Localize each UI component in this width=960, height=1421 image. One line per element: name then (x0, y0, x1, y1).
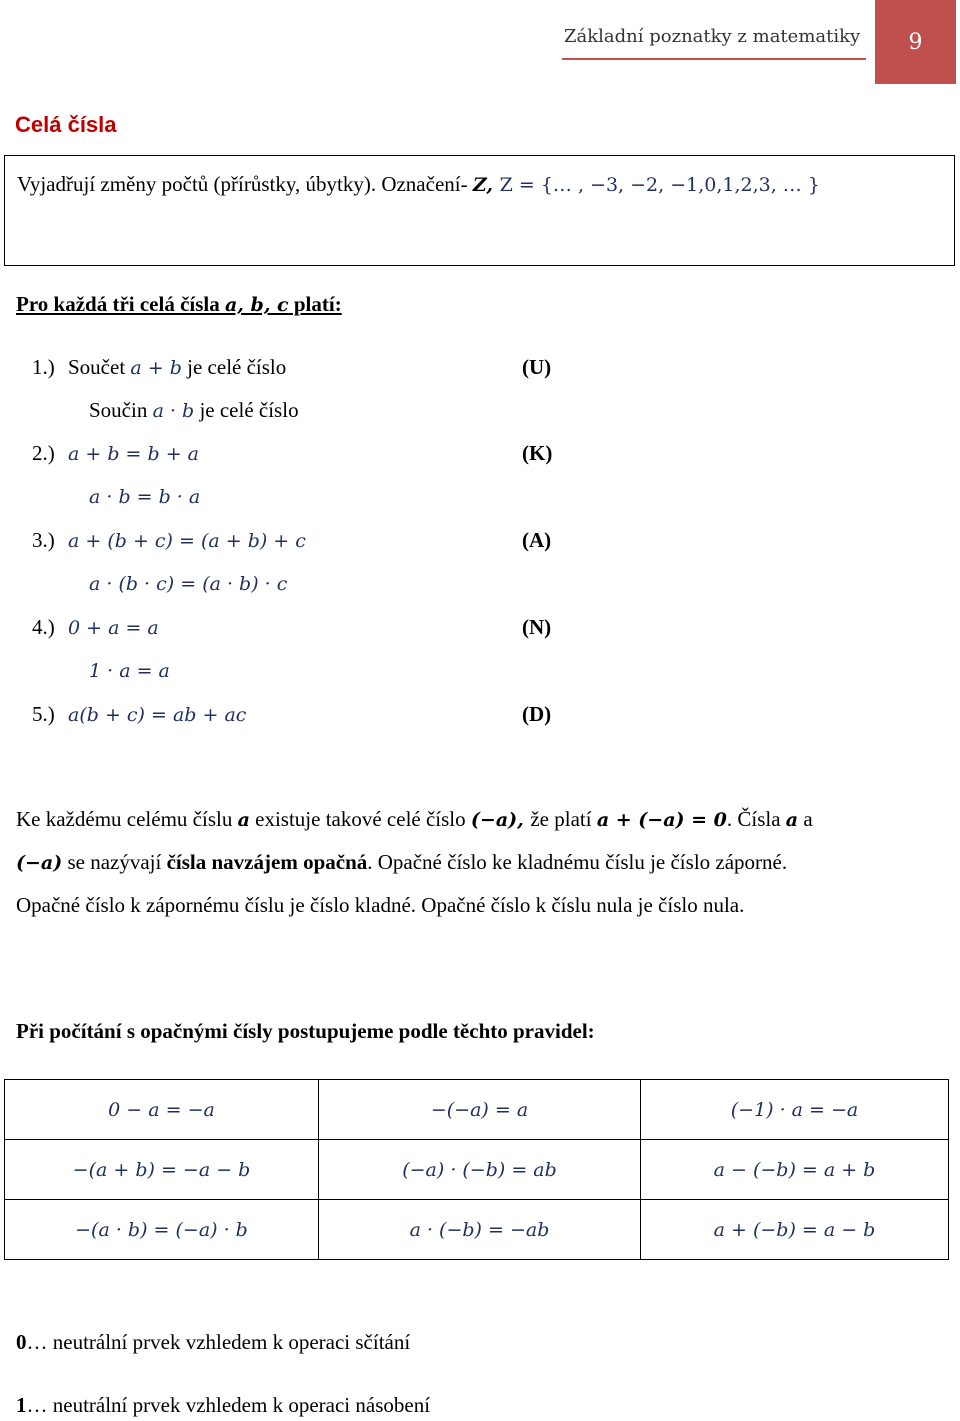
running-header-title: Základní poznatky z matematiky (564, 26, 861, 47)
integer-set-listing: Z = {… , −3, −2, −1,0,1,2,3, … } (499, 174, 820, 196)
table-row (5, 1080, 949, 1140)
table-cell: a · (−b) = −ab (319, 1200, 641, 1260)
property-3-number: 3.) (32, 528, 55, 552)
property-3-tag: (A) (522, 528, 552, 552)
neutral-one-line: 1… neutrální prvek vzhledem k operaci násobení (16, 1393, 431, 1417)
table-cell: a − (−b) = a + b (641, 1140, 949, 1200)
property-4-line: 0 + a = a (68, 617, 159, 639)
table-cell: −(−a) = a (319, 1080, 641, 1140)
table-cell: 0 − a = −a (5, 1080, 319, 1140)
rules-heading: Při počítání s opačnými čísly postupujeme podle těchto pravidel: (16, 1019, 595, 1043)
table-cell: a + (−b) = a − b (641, 1200, 949, 1260)
property-3-line: a + (b + c) = (a + b) + c (68, 530, 306, 552)
page-number-badge (875, 0, 956, 84)
table-cell: −(a · b) = (−a) · b (5, 1200, 319, 1260)
rules-table (4, 1079, 949, 1260)
table-cell: (−1) · a = −a (641, 1080, 949, 1140)
header-rule (562, 58, 866, 60)
property-4-tag: (N) (522, 615, 552, 639)
property-2-tag: (K) (522, 441, 553, 465)
property-3b-line: a · (b · c) = (a · b) · c (89, 573, 288, 595)
table-row (5, 1140, 949, 1200)
definition-text (17, 172, 820, 197)
property-5-line: a(b + c) = ab + ac (68, 704, 247, 726)
property-5-number: 5.) (32, 702, 55, 726)
property-1-number: 1.) (32, 355, 55, 379)
properties-heading: Pro každá tři celá čísla a, b, c platí: (16, 292, 342, 316)
property-1-line: Součet a + b je celé číslo (68, 355, 287, 379)
definition-lead: Vyjadřují změny počtů (přírůstky, úbytky). Označení- (17, 172, 473, 196)
table-row (5, 1200, 949, 1260)
opposite-paragraph-line-2: (−a) se nazývají čísla navzájem opačná. Opačné číslo ke kladnému číslu je číslo záporné. (16, 850, 788, 874)
section-title: Celá čísla (15, 112, 117, 137)
property-1b-line: Součin a · b je celé číslo (89, 398, 299, 422)
property-4b-line: 1 · a = a (89, 660, 170, 682)
property-4-number: 4.) (32, 615, 55, 639)
integer-set-symbol: Z, (472, 174, 500, 196)
property-2-line: a + b = b + a (68, 443, 199, 465)
property-1-tag: (U) (522, 355, 552, 379)
definition-box (4, 155, 955, 266)
property-2-number: 2.) (32, 441, 55, 465)
property-2b-line: a · b = b · a (89, 486, 201, 508)
page-number: 9 (908, 29, 923, 55)
neutral-zero-line: 0… neutrální prvek vzhledem k operaci sčítání (16, 1330, 411, 1354)
property-5-tag: (D) (522, 702, 552, 726)
opposite-paragraph-line-3: Opačné číslo k zápornému číslu je číslo kladné. Opačné číslo k číslu nula je číslo nula. (16, 893, 745, 917)
opposite-paragraph-line-1: Ke každému celému číslu a existuje takové celé číslo (−a), že platí a + (−a) = 0. Čísla a a (16, 807, 813, 831)
table-cell: −(a + b) = −a − b (5, 1140, 319, 1200)
table-cell: (−a) · (−b) = ab (319, 1140, 641, 1200)
